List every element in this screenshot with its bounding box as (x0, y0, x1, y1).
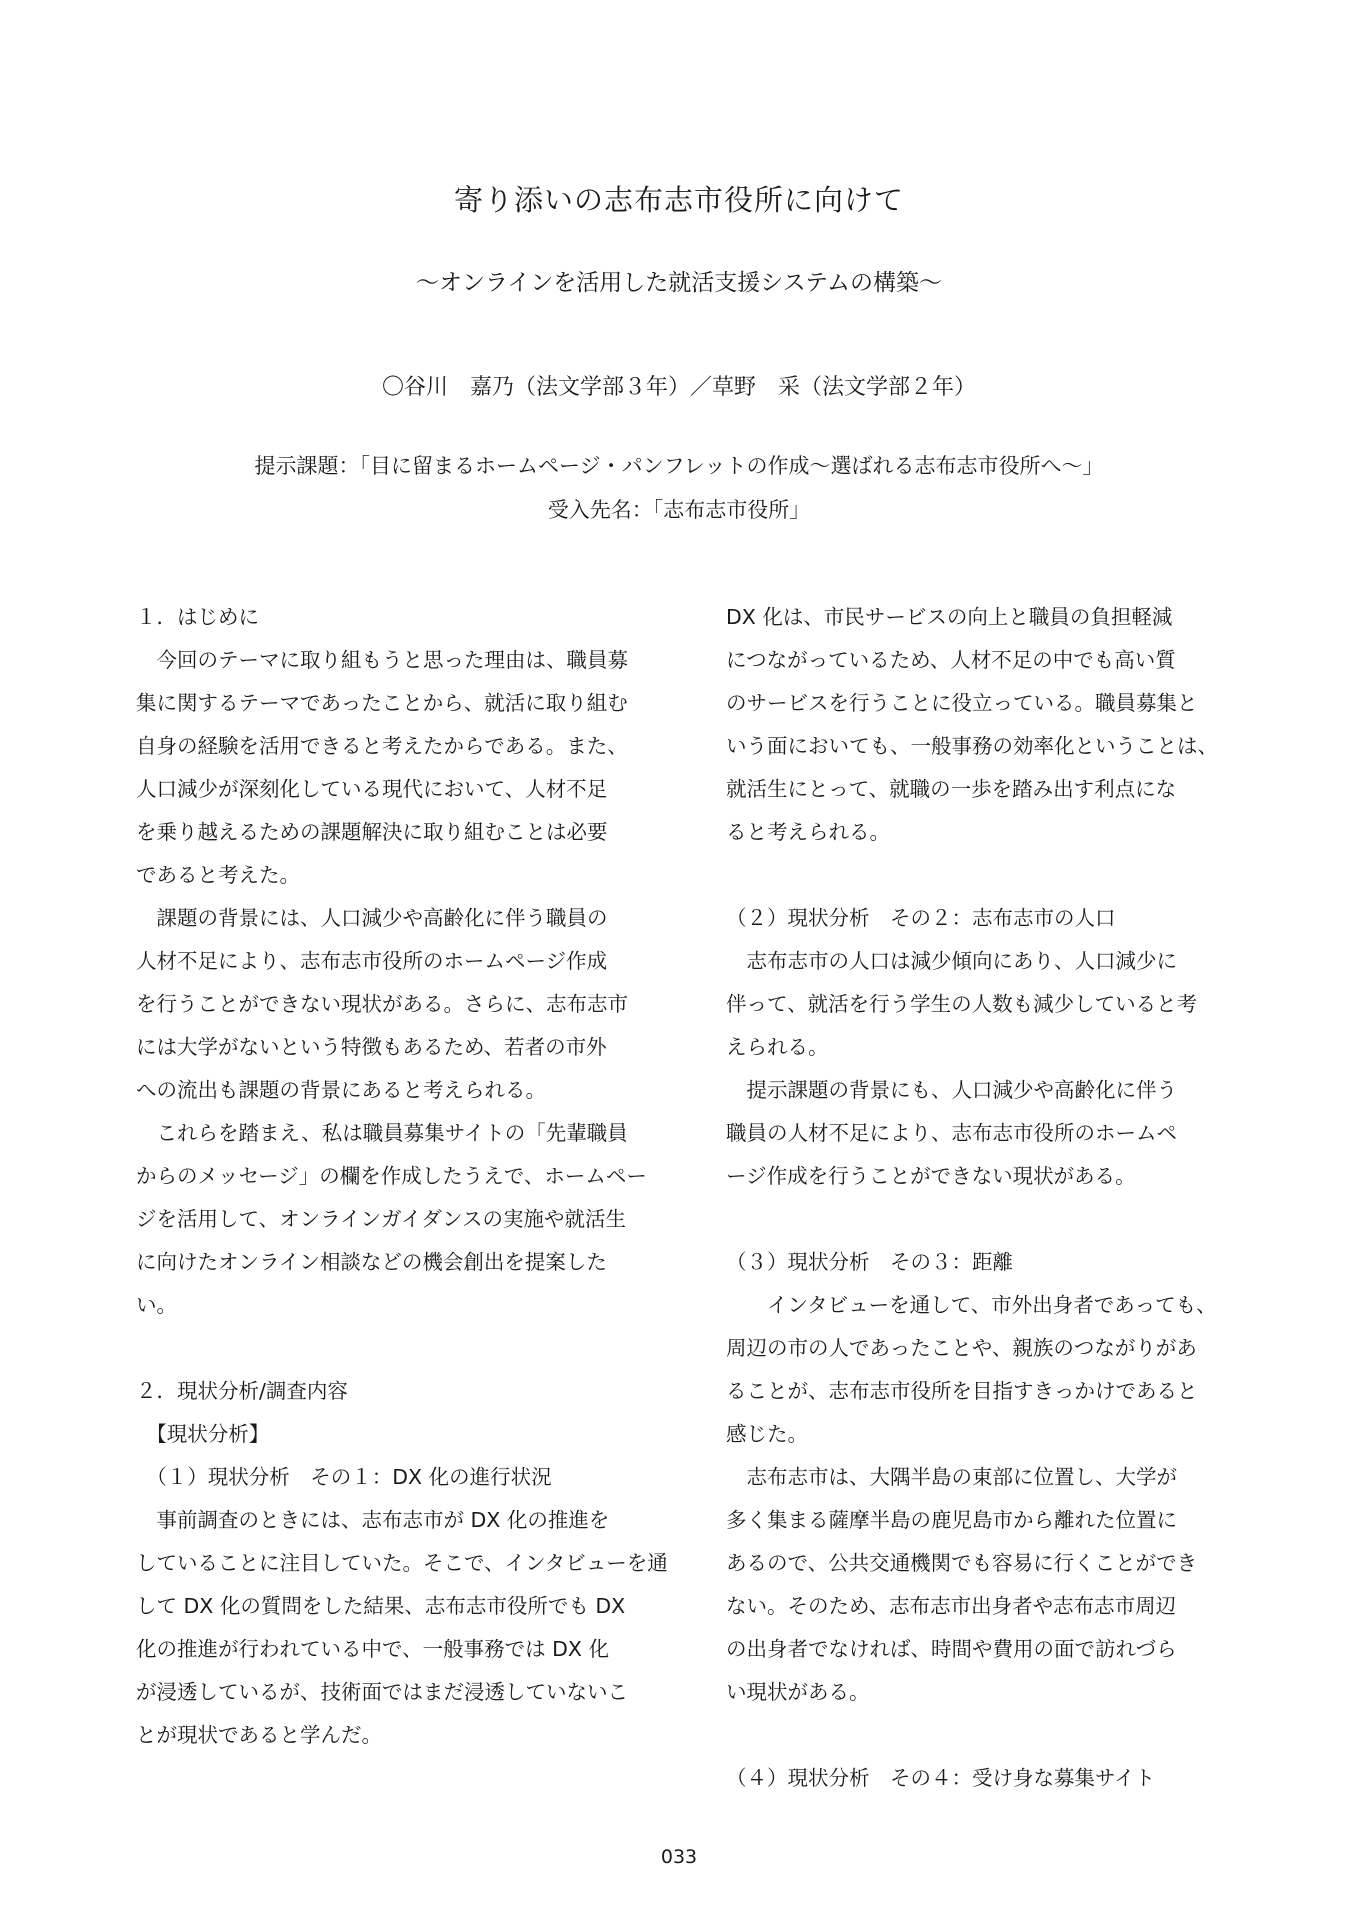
text-line: 自身の経験を活用できると考えたからである。また、 (136, 734, 628, 758)
text-line: 就活生にとって、就職の一歩を踏み出す利点にな (726, 777, 1177, 801)
text-line: して DX 化の質問をした結果、志布志市役所でも DX (136, 1594, 626, 1618)
text-line: これらを踏まえ、私は職員募集サイトの「先輩職員 (136, 1121, 628, 1145)
text-line: には大学がないという特徴もあるため、若者の市外 (136, 1035, 607, 1059)
text-line: 今回のテーマに取り組もうと思った理由は、職員募 (136, 648, 628, 672)
text-line: あるので、公共交通機関でも容易に行くことができ (726, 1551, 1198, 1575)
authors-line: 〇谷川 嘉乃（法文学部３年）／草野 采（法文学部２年） (381, 375, 976, 400)
text-line: の出身者でなければ、時間や費用の面で訪れづら (726, 1637, 1177, 1661)
paper-title: 寄り添いの志布志市役所に向けて (453, 183, 904, 217)
text-line: 事前調査のときには、志布志市が DX 化の推進を (136, 1508, 610, 1532)
text-line: への流出も課題の背景にあると考えられる。 (136, 1078, 546, 1102)
text-line: インタビューを通して、市外出身者であっても、 (726, 1293, 1217, 1317)
text-line: が浸透しているが、技術面ではまだ浸透していないこ (136, 1680, 628, 1704)
text-line: であると考えた。 (136, 863, 300, 887)
text-line: １．はじめに (136, 605, 259, 629)
blank-line (136, 1327, 666, 1370)
text-line: ジを活用して、オンラインガイダンスの実施や就活生 (136, 1207, 626, 1231)
text-line: 集に関するテーマであったことから、就活に取り組む (136, 691, 628, 715)
text-line: 【現状分析】 (136, 1422, 270, 1446)
text-line: えられる。 (726, 1035, 829, 1059)
text-line: からのメッセージ」の欄を作成したうえで、ホームペー (136, 1164, 647, 1188)
text-line: いう面においても、一般事務の効率化ということは、 (726, 734, 1218, 758)
text-line: ない。そのため、志布志市出身者や志布志市周辺 (726, 1594, 1177, 1618)
text-line: していることに注目していた。そこで、インタビューを通 (136, 1551, 668, 1575)
blank-line (726, 854, 1246, 897)
text-line: に向けたオンライン相談などの機会創出を提案した (136, 1250, 607, 1274)
text-line: を行うことができない現状がある。さらに、志布志市 (136, 992, 628, 1016)
left-column (136, 596, 666, 1757)
blank-line (726, 1714, 1246, 1757)
text-line: 感じた。 (726, 1422, 808, 1446)
page-number: 033 (660, 1846, 698, 1868)
text-line: を乗り越えるための課題解決に取り組むことは必要 (136, 820, 608, 844)
text-line: DX 化は、市民サービスの向上と職員の負担軽減 (726, 605, 1173, 629)
text-line: い現状がある。 (726, 1680, 870, 1704)
text-line: 伴って、就活を行う学生の人数も減少していると考 (726, 992, 1198, 1016)
assigned-task-line: 提示課題：「目に留まるホームページ・パンフレットの作成～選ばれる志布志市役所へ～」 (254, 454, 1104, 478)
text-line: い。 (136, 1293, 177, 1317)
text-line: につながっているため、人材不足の中でも高い質 (726, 648, 1176, 672)
text-line: のサービスを行うことに役立っている。職員募集と (726, 691, 1198, 715)
text-line: （４）現状分析 その４：受け身な募集サイト (726, 1766, 1156, 1790)
text-line: 多く集まる薩摩半島の鹿児島市から離れた位置に (726, 1508, 1177, 1532)
text-line: 人口減少が深刻化している現代において、人材不足 (136, 777, 608, 801)
text-line: ２．現状分析/調査内容 (136, 1379, 348, 1403)
right-column (726, 596, 1246, 1800)
text-line: 化の推進が行われている中で、一般事務では DX 化 (136, 1637, 609, 1661)
text-line: ージ作成を行うことができない現状がある。 (726, 1164, 1136, 1188)
text-line: とが現状であると学んだ。 (136, 1723, 382, 1747)
text-line: （２）現状分析 その２：志布志市の人口 (726, 906, 1116, 930)
text-line: 志布志市の人口は減少傾向にあり、人口減少に (726, 949, 1177, 973)
text-line: （３）現状分析 その３：距離 (726, 1250, 1013, 1274)
text-line: 提示課題の背景にも、人口減少や高齢化に伴う (726, 1078, 1177, 1102)
text-line: ることが、志布志市役所を目指すきっかけであると (726, 1379, 1198, 1403)
host-organization-line: 受入先名：「志布志市役所」 (547, 498, 811, 522)
text-line: 周辺の市の人であったことや、親族のつながりがあ (726, 1336, 1197, 1360)
paper-subtitle: ～オンラインを活用した就活支援システムの構築～ (415, 270, 942, 296)
text-line: 志布志市は、大隅半島の東部に位置し、大学が (726, 1465, 1177, 1489)
text-line: ると考えられる。 (726, 820, 890, 844)
blank-line (726, 1198, 1246, 1241)
text-line: 職員の人材不足により、志布志市役所のホームペ (726, 1121, 1177, 1145)
text-line: 課題の背景には、人口減少や高齢化に伴う職員の (136, 906, 608, 930)
text-line: 人材不足により、志布志市役所のホームページ作成 (136, 949, 608, 973)
text-line: （１）現状分析 その１：DX 化の進行状況 (136, 1465, 552, 1489)
